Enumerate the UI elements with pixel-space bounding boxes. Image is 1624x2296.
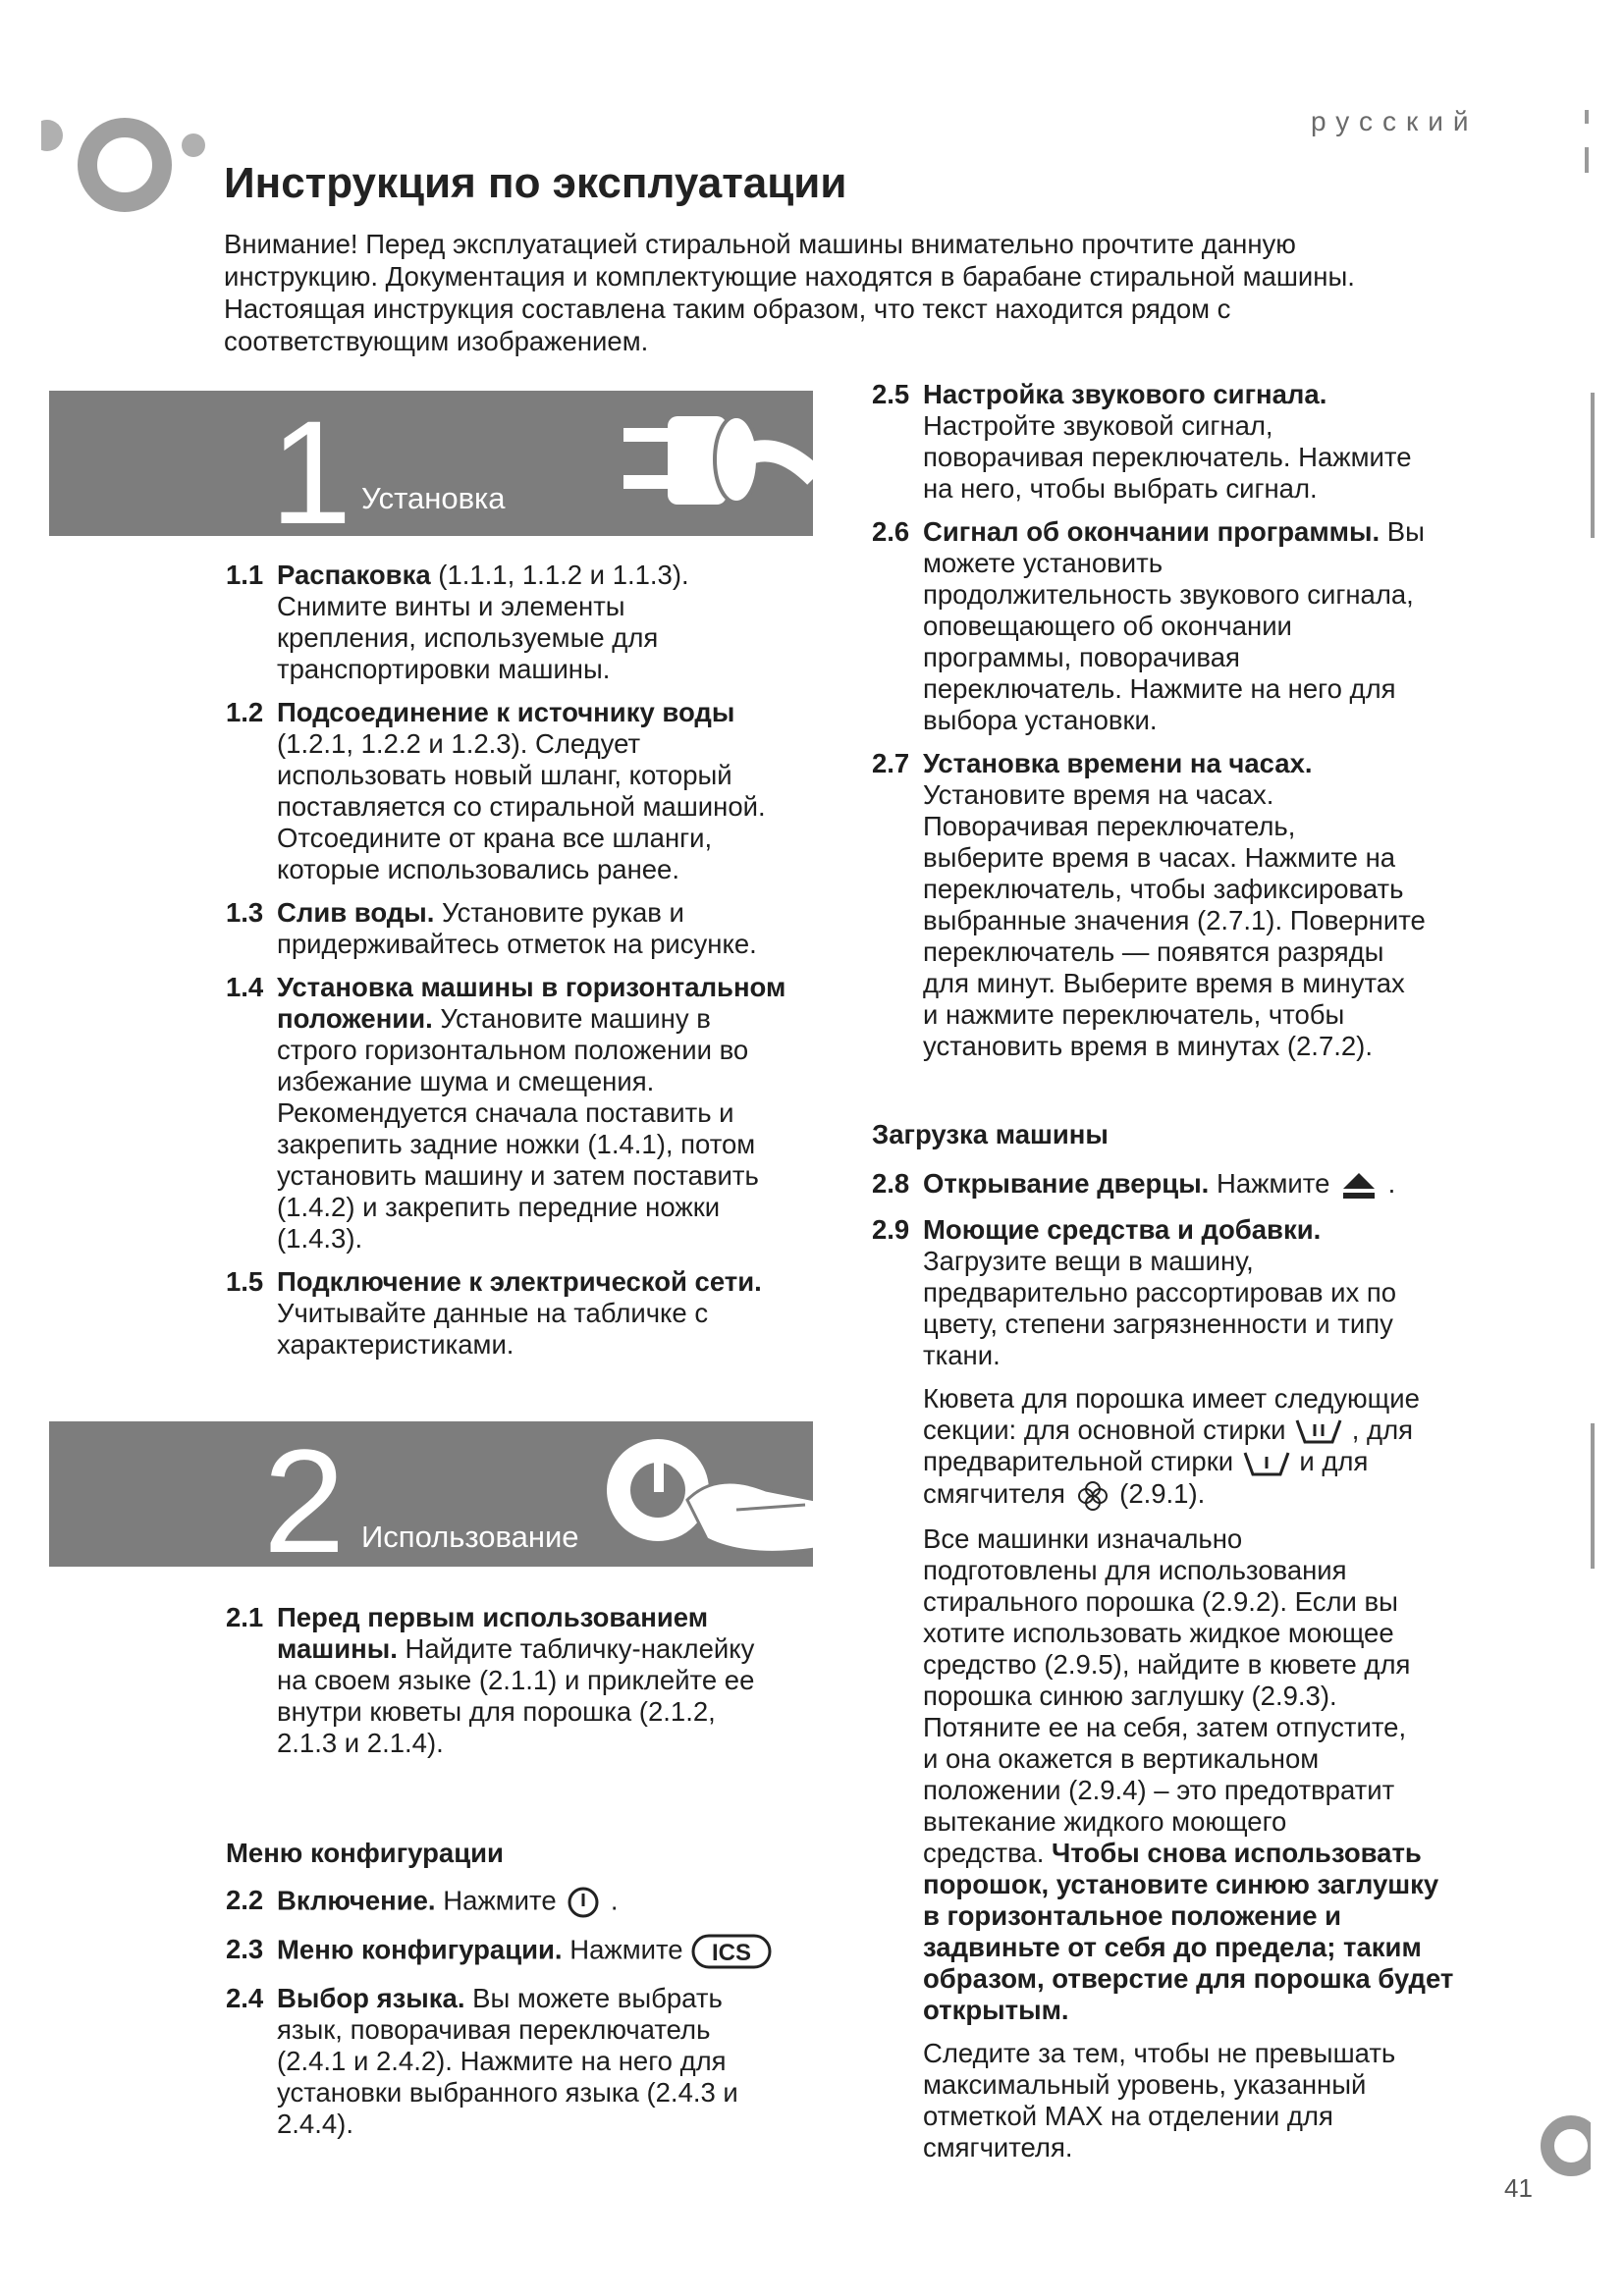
intro-text: Внимание! Перед эксплуатацией стиральной машины внимательно прочтите данную инструкцию. Документация и комплектующие находятся в барабане стиральной машины. Настоящая инструкция составлена таким образом, что текст находится рядом с соответствующим изображением. (224, 229, 1355, 356)
ics-button-icon (690, 1932, 773, 1971)
prewash-compartment-icon (1241, 1449, 1292, 1478)
softener-flower-icon (1073, 1480, 1112, 1512)
section-banner-installation (49, 391, 813, 536)
power-icon (564, 1885, 603, 1920)
brand-logo (41, 106, 208, 214)
margin-tick (1585, 110, 1589, 124)
item-1-4: 1.4 Установка машины в горизонтальном положении. Установите машину в строго горизонтальном положении во избежание шума и смещения. Рекомендуется сначала поставить и закрепить задние ножки (1.4.1), потом установить машину и затем поставить (1.4.2) и закрепить передние ножки (1.4.3). (226, 972, 786, 1254)
main-wash-compartment-icon (1293, 1416, 1344, 1446)
section-label: Использование (361, 1520, 579, 1554)
page-title: Инструкция по эксплуатации (224, 159, 847, 207)
item-1-5: 1.5 Подключение к электрической сети. Учитывайте данные на табличке с характеристиками. (226, 1266, 762, 1360)
section1-items (226, 560, 835, 1372)
max-level-paragraph: Следите за тем, чтобы не превышать максимальный уровень, указанный отметкой MAX на отделении для смягчителя. (923, 2037, 1396, 2163)
item-2-8: 2.8 Открывание дверцы. Нажмите . (872, 1168, 1500, 1202)
item-1-1: 1.1 Распаковка (1.1.1, 1.1.2 и 1.1.3). Снимите винты и элементы крепления, используемые для транспортировки машины. (226, 560, 689, 684)
item-2-2: 2.2 Включение. Нажмите . (226, 1885, 854, 1920)
item-2-7: 2.7 Установка времени на часах. Установите время на часах. Поворачивая переключатель, выберите время в часах. Нажмите на переключатель, чтобы зафиксировать выбранные значения (2.7.1). Поверните переключатель — появятся разряды для минут. Выберите время в минутах и нажмите переключатель, чтобы установить время в минутах (2.7.2). (872, 748, 1426, 1061)
item-2-3: 2.3 Меню конфигурации. Нажмите ICS (226, 1932, 854, 1971)
section2-items (226, 1602, 835, 1771)
right-column-top (872, 379, 1500, 1074)
item-1-3: 1.3 Слив воды. Установите рукав и придерживайтесь отметок на рисунке. (226, 897, 757, 959)
plug-icon (579, 408, 813, 526)
eject-icon (1337, 1169, 1380, 1202)
section-number: 1 (270, 391, 352, 536)
config-items (226, 1885, 854, 2152)
decorative-ring-icon (1532, 2109, 1591, 2187)
liquid-detergent-paragraph: Все машинки изначально подготовлены для использования стирального порошка (2.9.2). Если вы хотите использовать жидкое моющее средство (2.9.5), найдите в кювете для порошка синюю заглушку (2.9.3). Потяните ее на себя, затем отпустите, и она окажется в вертикальном положении (2.9.4) – это предотвратит вытекание жидкого моющего средства. Чтобы снова использовать порошок, установите синюю заглушку в горизонтальное положение и задвиньте от себя до предела; таким образом, отверстие для порошка будет открытым. (923, 1522, 1454, 2025)
item-2-9: 2.9 Моющие средства и добавки. Загрузите вещи в машину, предварительно рассортировав их по цвету, степени загрязненности и типу ткани. (872, 1213, 1397, 1370)
menu-config-heading: Меню конфигурации (226, 1838, 504, 1868)
language-label: русский (1311, 106, 1479, 136)
section-number: 2 (263, 1421, 346, 1567)
loading-heading: Загрузка машины (872, 1119, 1109, 1149)
margin-tick (1585, 147, 1589, 173)
power-button-icon (569, 1431, 813, 1567)
item-2-6: 2.6 Сигнал об окончании программы. Вы можете установить продолжительность звукового сигнала, оповещающего об окончании программы, поворачивая переключатель. Нажмите на него для выбора установки. (872, 516, 1425, 735)
item-1-2: 1.2 Подсоединение к источнику воды (1.2.1, 1.2.2 и 1.2.3). Следует использовать новый шланг, который поставляется со стиральной машиной. Отсоедините от крана все шланги, которые использовались ранее. (226, 697, 766, 884)
section-banner-usage (49, 1421, 813, 1567)
page-number: 41 (1504, 2173, 1533, 2203)
svg-text:ICS: ICS (712, 1940, 752, 1966)
margin-tick (1591, 393, 1595, 538)
item-2-1: 2.1 Перед первым использованием машины. Найдите табличку-наклейку на своем языке (2.1.1) и приклейте ее внутри кюветы для порошка (2.1.2, 2.1.3 и 2.1.4). (226, 1602, 755, 1758)
section-label: Установка (361, 481, 506, 515)
item-2-5: 2.5 Настройка звукового сигнала. Настройте звуковой сигнал, поворачивая переключатель. Нажмите на него, чтобы выбрать сигнал. (872, 379, 1412, 504)
right-column-bottom (872, 1168, 1500, 2175)
item-2-4: 2.4 Выбор языка. Вы можете выбрать язык, поворачивая переключатель (2.4.1 и 2.4.2). Нажмите на него для установки выбранного языка (2.4.3 и 2.4.4). (226, 1983, 738, 2139)
margin-tick (1591, 1423, 1595, 1569)
cuvette-paragraph: Кювета для порошка имеет следующие секции: для основной стирки , для предварительной стирки и для смягчителя (2.9.1). (872, 1383, 1500, 1512)
